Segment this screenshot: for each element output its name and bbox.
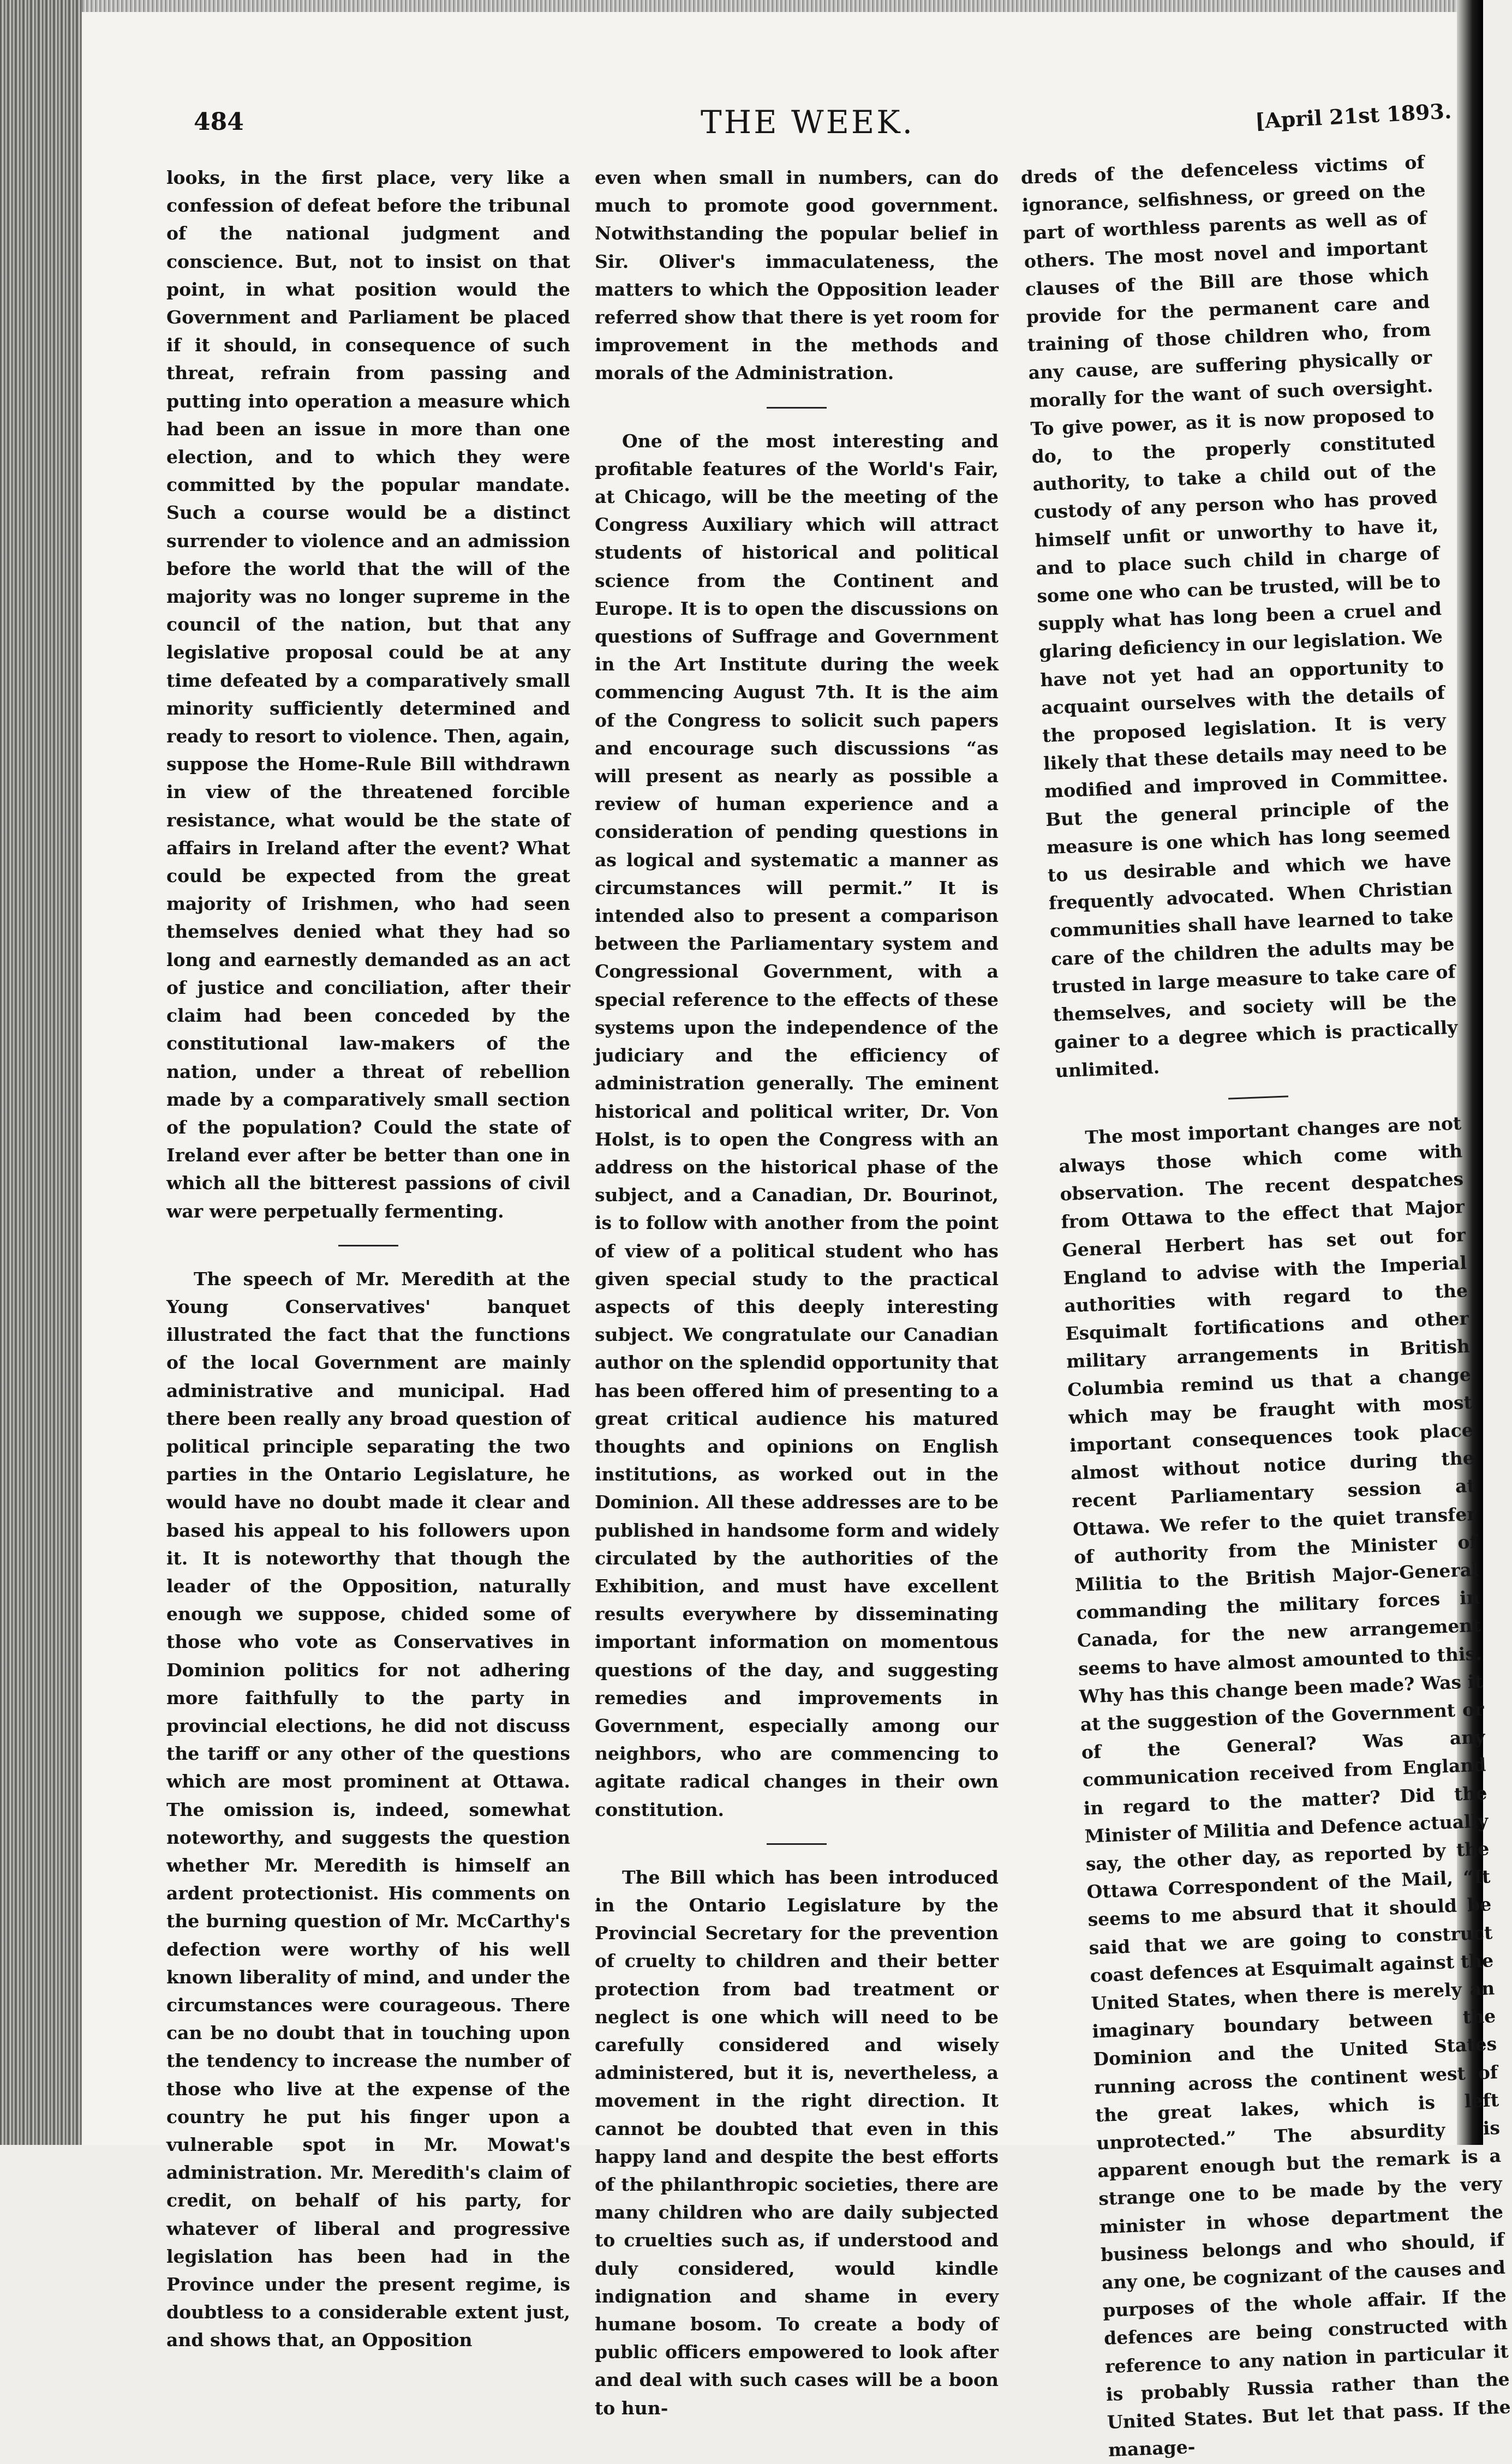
paragraph: The speech of Mr. Meredith at the Young Conservatives' banquet illustrated the fact that the functions of the local Government are mainly administrative and municipal. Had there been really any broad question of political principle separating the two parties in the Ontario Legislature, he would have no doubt made it clear and based his appeal to his followers upon it. It is noteworthy that though the leader of the Opposition, naturally enough we suppose, chided some of those who vote as Conservatives in Dominion politics for not adhering more faithfully to the party in provincial elections, he did not discuss the tariff or any other of the questions which are most prominent at Ottawa. The omission is, indeed, somewhat noteworthy, and suggests the question whether Mr. Meredith is himself an ardent protectionist. His comments on the burning question of Mr. McCarthy's defection were worthy of his well known liberality of mind, and under the circumstances were courageous. There can be no doubt that in touching upon the tendency to increase the number of those who live at the expense of the country he put his finger upon a vulnerable spot in Mr. Mowat's administration. Mr. Meredith's claim of credit, on behalf of his party, for whatever of liberal and progressive legislation has been had in the Province under the present regime, is doubtless to a considerable extent just, and shows that, an Opposition [166,1268,570,2351]
paragraph: One of the most interesting and profitable features of the World's Fair, at Chicago, will be the meeting of the Congress Auxiliary which will attract students of historical and political science from the Continent and Europe. It is to open the discussions on questions of Suffrage and Government in the Art Institute during the week commencing August 7th. It is the aim of the Congress to solicit such papers and encourage such discussions “as will present as nearly as possible a review of human experience and a consideration of pending questions in as logical and systematic a manner as circumstances will permit.” It is intended also to present a comparison between the Parliamentary system and Congressional Government, with a special reference to the effects of these systems upon the independence of the judiciary and the efficiency of administration generally. The eminent historical and political writer, Dr. Von Holst, is to open the Congress with an address on the historical phase of the subject, and a Canadian, Dr. Bourinot, is to follow with another from the point of view of a political student who has given special study to the practical aspects of this deeply interesting subject. We congratulate our Canadian author on the splendid opportunity that has been offered him of presenting to a great critical audience his matured thoughts and opinions on English institutions, as worked out in the Dominion. All these addresses are to be published in handsome form and widely circulated by the authorities of the Exhibition, and must have excellent results everywhere by disseminating important information on momentous questions of the day, and suggesting remedies and improvements in Government, especially among our neighbors, who are commencing to agitate radical changes in their own constitution. [595,430,999,1820]
issue-date: [April 21st 1893. [1254,98,1452,134]
paragraph: The Bill which has been introduced in the Ontario Legislature by the Provincial Secretary for the prevention of cruelty to children and their better protection from bad treatment or neglect is one which will need to be carefully considered and wisely administered, but it is, nevertheless, a movement in the right direction. It cannot be doubted that even in this happy land and despite the best efforts of the philanthropic societies, there are many children who are daily subjected to cruelties such as, if understood and duly considered, would kindle indignation and shame in every humane bosom. To create a body of public officers empowered to look after and deal with such cases will be a boon to hun- [595,1866,999,2419]
paragraph: dreds of the defenceless victims of ignorance, selfishness, or greed on the part of worthless parents as well as of others. The most novel and important clauses of the Bill are those which provide for the permanent care and training of those children who, from any cause, are suffering physically or morally for the want of such oversight. To give power, as it is now proposed to do, to the properly constituted authority, to take a child out of the custody of any person who has proved himself unfit or unworthy to have it, and to place such child in charge of some one who can be trusted, will be to supply what has long been a cruel and glaring deficiency in our legislation. We have not yet had an opportunity to acquaint ourselves with the details of the proposed legislation. It is very likely that these details may need to be modified and improved in Committee. But the general principle of the measure is one which has long seemed to us desirable and which we have frequently advocated. When Christian communities shall have learned to take care of the children the adults may be trusted in large measure to take care of themselves, and society will be the gainer to a degree which is practically unlimited. [1020,151,1459,1082]
book-binding-edge [0,0,82,2145]
page-header [164,98,1451,147]
section-divider [338,1245,398,1246]
text-column-3 [1020,148,1511,2461]
section-divider [767,407,827,409]
text-column-2 [595,164,999,2419]
masthead-title: THE WEEK. [700,104,915,141]
text-column-1 [166,164,570,2351]
page-number: 484 [194,108,244,136]
paragraph: looks, in the first place, very like a confession of defeat before the tribunal of the national judgment and conscience. But, not to insist on that point, in what position would the Government and Parliament be placed if it should, in consequence of such threat, refrain from passing and putting into operation a measure which had been an issue in more than one election, and to which they were committed by the popular mandate. Such a course would be a distinct surrender to violence and an admission before the world that the will of the majority was no longer supreme in the council of the nation, but that any legislative proposal could be at any time defeated by a comparatively small minority sufficiently determined and ready to resort to violence. Then, again, suppose the Home-Rule Bill withdrawn in view of the threatened forcible resistance, what would be the state of affairs in Ireland after the event? What could be expected from the great majority of Irishmen, who had seen themselves denied what they had so long and earnestly demanded as an act of justice and conciliation, after their claim had been conceded by the constitutional law-makers of the nation, under a threat of rebellion made by a comparatively small section of the population? Could the state of Ireland ever after be better than one in which all the bitterest passions of civil war were perpetually fermenting. [166,167,570,1222]
section-divider [1228,1095,1288,1099]
paragraph: The most important changes are not always those which come with observation. The recent despatches from Ottawa to the effect that Major General Herbert has set out for England to advise with the Imperial authorities with regard to the Esquimalt fortifications and other military arrangements in British Columbia remind us that a change which may be fraught with most important consequences took place almost without notice during the recent Parliamentary session at Ottawa. We refer to the quiet transfer of authority from the Minister of Militia to the British Major-General commanding the military forces in Canada, for the new arrangement seems to have almost amounted to this. Why has this change been made? Was it at the suggestion of the Government or of the General? Was any communication received from England in regard to the matter? Did the Minister of Militia and Defence actually say, the other day, as reported by the Ottawa Correspondent of the Mail, “It seems to me absurd that it should be said that we are going to construct coast defences at Esquimalt against the United States, when there is merely an imaginary boundary between the Dominion and the United States running across the continent west of the great lakes, which is left unprotected.” The absurdity is apparent enough but the remark is a strange one to be made by the very minister in whose department the business belongs and who should, if any one, be cognizant of the causes and purposes of the whole affair. If the defences are being constructed with reference to any nation in particular it is probably Russia rather than the United States. But let that pass. If the manage- [1058,1112,1511,2461]
section-divider [767,1843,827,1845]
page-top-edge [82,0,1457,12]
paragraph: even when small in numbers, can do much to promote good government. Notwithstanding the popular belief in Sir. Oliver's immaculateness, the matters to which the Opposition leader referred show that there is yet room for improvement in the methods and morals of the Administration. [595,167,999,384]
